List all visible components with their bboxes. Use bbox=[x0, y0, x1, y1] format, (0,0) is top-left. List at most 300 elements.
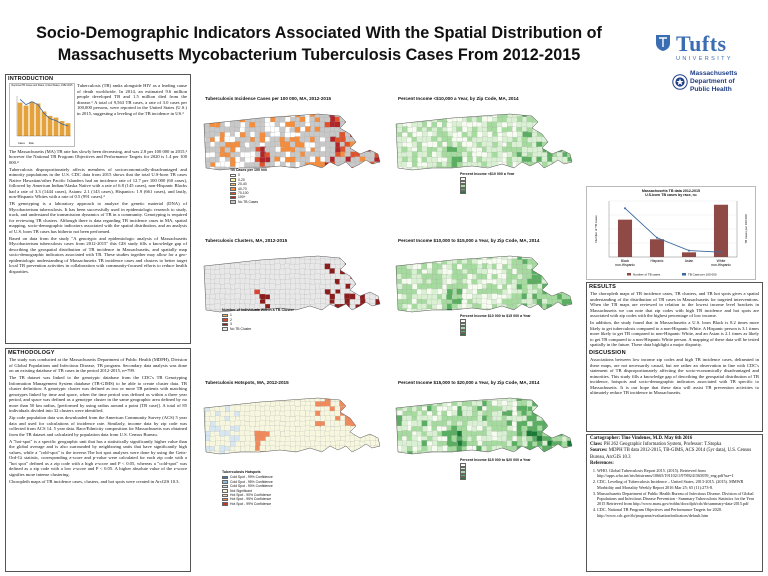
zip-code-area bbox=[270, 455, 276, 461]
zip-code-area bbox=[507, 137, 513, 143]
zip-code-area bbox=[250, 416, 256, 422]
zip-code-area bbox=[517, 416, 523, 422]
zip-code-area bbox=[402, 167, 408, 173]
zip-code-area bbox=[200, 314, 206, 320]
zip-code-area bbox=[356, 410, 362, 416]
zip-code-area bbox=[270, 431, 276, 437]
zip-code-area bbox=[380, 280, 386, 286]
zip-code-area bbox=[537, 411, 543, 417]
us-tb-cases-bar bbox=[36, 103, 41, 136]
zip-code-area bbox=[205, 259, 211, 265]
zip-code-area bbox=[330, 309, 336, 315]
zip-code-area bbox=[532, 157, 538, 163]
zip-code-area bbox=[402, 406, 408, 412]
zip-code-area bbox=[527, 401, 533, 407]
zip-code-area bbox=[537, 131, 543, 137]
zip-code-area bbox=[392, 305, 397, 311]
zip-code-area bbox=[572, 314, 578, 320]
zip-code-area bbox=[200, 446, 205, 452]
legend-title: Number of Individuals Within a TB Cluster bbox=[222, 308, 294, 312]
zip-code-area bbox=[360, 259, 366, 265]
zip-code-area bbox=[380, 436, 386, 442]
zip-code-area bbox=[412, 401, 418, 407]
zip-code-area bbox=[567, 137, 573, 143]
zip-code-area bbox=[240, 162, 246, 168]
zip-code-area bbox=[240, 112, 246, 118]
zip-code-area bbox=[572, 436, 578, 442]
zip-code-area bbox=[305, 152, 311, 158]
zip-code-area bbox=[443, 254, 449, 260]
zip-code-area bbox=[261, 416, 267, 422]
zip-code-area bbox=[557, 122, 563, 128]
zip-code-area bbox=[572, 406, 578, 412]
zip-code-area bbox=[482, 274, 488, 280]
zip-code-area bbox=[310, 451, 316, 457]
zip-code-area bbox=[442, 172, 448, 178]
zip-code-area bbox=[412, 112, 418, 118]
zip-code-area bbox=[392, 167, 397, 173]
zip-code-area bbox=[427, 457, 433, 463]
zip-code-area bbox=[436, 284, 442, 290]
zip-code-area bbox=[407, 254, 413, 260]
zip-code-area bbox=[250, 401, 256, 407]
zip-code-area bbox=[502, 137, 508, 143]
zip-code-area bbox=[315, 122, 321, 128]
zip-code-area bbox=[380, 401, 386, 407]
zip-code-area bbox=[397, 415, 403, 421]
zip-code-area bbox=[542, 415, 548, 421]
zip-code-area bbox=[497, 421, 503, 427]
zip-code-area bbox=[557, 401, 563, 407]
zip-code-area bbox=[325, 313, 331, 319]
zip-code-area bbox=[497, 451, 503, 457]
zip-code-area bbox=[393, 259, 399, 265]
zip-code-area bbox=[402, 425, 408, 431]
zip-code-area bbox=[210, 410, 216, 416]
zip-code-area bbox=[330, 268, 336, 274]
zip-code-area bbox=[290, 456, 296, 462]
zip-code-area bbox=[325, 416, 331, 422]
zip-code-area bbox=[365, 314, 371, 320]
zip-code-area bbox=[290, 121, 296, 127]
zip-code-area bbox=[543, 456, 549, 462]
zip-code-area bbox=[397, 117, 403, 123]
zip-code-area bbox=[320, 456, 326, 462]
legend-label: Cold Spot - 95% Confidence bbox=[230, 479, 273, 484]
zip-code-area bbox=[397, 435, 403, 441]
zip-code-area bbox=[462, 111, 468, 117]
zip-code-area bbox=[452, 314, 458, 320]
zip-code-area bbox=[422, 416, 428, 422]
zip-code-area bbox=[380, 416, 386, 422]
zip-code-area bbox=[211, 457, 217, 463]
zip-code-area bbox=[200, 421, 205, 427]
zip-code-area bbox=[345, 274, 351, 280]
zip-code-area bbox=[324, 411, 330, 417]
zip-code-area bbox=[269, 284, 275, 290]
zip-code-area bbox=[512, 259, 518, 265]
zip-code-area bbox=[397, 440, 403, 446]
map-tb-clusters-legend bbox=[222, 308, 294, 331]
zip-code-area bbox=[392, 137, 397, 143]
zip-code-area bbox=[300, 446, 306, 452]
zip-code-area bbox=[375, 173, 381, 179]
zip-code-area bbox=[360, 451, 366, 457]
zip-code-area bbox=[335, 274, 341, 280]
zip-code-area bbox=[330, 137, 336, 143]
zip-code-area bbox=[422, 254, 428, 260]
zip-code-area bbox=[411, 269, 417, 275]
legend-swatch bbox=[222, 480, 228, 483]
zip-code-area bbox=[467, 274, 473, 280]
zip-code-area bbox=[276, 172, 282, 178]
zip-code-area bbox=[437, 441, 443, 447]
zip-code-area bbox=[375, 289, 381, 295]
zip-code-area bbox=[522, 421, 528, 427]
zip-code-area bbox=[542, 172, 548, 178]
zip-code-area bbox=[507, 451, 513, 457]
zip-code-area bbox=[275, 142, 281, 148]
zip-code-area bbox=[320, 309, 326, 315]
zip-code-area bbox=[522, 137, 528, 143]
zip-code-area bbox=[300, 167, 306, 173]
zip-code-area bbox=[305, 314, 311, 320]
zip-code-area bbox=[462, 396, 468, 402]
zip-code-area bbox=[467, 304, 473, 310]
zip-code-area bbox=[310, 167, 316, 173]
zip-code-area bbox=[299, 416, 305, 422]
zip-code-area bbox=[346, 157, 352, 163]
zip-code-area bbox=[452, 264, 458, 270]
zip-code-area bbox=[280, 437, 286, 443]
zip-code-area bbox=[542, 401, 548, 407]
zip-code-area bbox=[350, 259, 356, 265]
zip-code-area bbox=[482, 269, 488, 275]
race-category-label: White non-Hispanic bbox=[711, 259, 731, 267]
legend-label: 20-40 bbox=[238, 182, 247, 187]
zip-code-area bbox=[492, 401, 498, 407]
zip-code-area bbox=[365, 132, 371, 138]
zip-code-area bbox=[215, 147, 221, 153]
zip-code-area bbox=[572, 431, 578, 437]
zip-code-area bbox=[370, 451, 376, 457]
zip-code-area bbox=[345, 254, 351, 260]
zip-code-area bbox=[397, 259, 403, 265]
zip-code-area bbox=[432, 112, 438, 118]
zip-code-area bbox=[260, 284, 266, 290]
zip-code-area bbox=[355, 270, 361, 276]
legend-swatch bbox=[460, 191, 466, 194]
zip-code-area bbox=[572, 299, 578, 305]
zip-code-area bbox=[320, 142, 326, 148]
zip-code-area bbox=[537, 254, 543, 260]
map-tb-hotspots-title: Tuberculosis Hotspots, MA, 2012-2015 bbox=[205, 380, 289, 385]
zip-code-area bbox=[250, 254, 256, 260]
zip-code-area bbox=[572, 446, 578, 452]
zip-code-area bbox=[477, 269, 483, 275]
zip-code-area bbox=[422, 440, 428, 446]
zip-code-area bbox=[360, 142, 366, 148]
zip-code-area bbox=[370, 309, 376, 315]
zip-code-area bbox=[315, 132, 321, 138]
zip-code-area bbox=[557, 421, 563, 427]
legend-label: 3 bbox=[230, 322, 232, 327]
zip-code-area bbox=[532, 284, 538, 290]
sources-value: MDPH TB data 2012-2015, TB-GIMS, ACS 2014 (5yr data), U.S. Census Bureau, ArcGIS 10.3 bbox=[590, 448, 752, 460]
zip-code-area bbox=[412, 314, 418, 320]
zip-code-area bbox=[572, 152, 578, 158]
zip-code-area bbox=[340, 137, 346, 143]
zip-code-area bbox=[365, 258, 371, 264]
zip-code-area bbox=[517, 268, 523, 274]
race-cases-bar bbox=[682, 252, 696, 257]
zip-code-area bbox=[329, 430, 335, 436]
zip-code-area bbox=[437, 172, 443, 178]
zip-code-area bbox=[370, 401, 376, 407]
zip-code-area bbox=[300, 264, 306, 270]
zip-code-area bbox=[340, 308, 346, 314]
zip-code-area bbox=[365, 422, 371, 428]
us-tb-trend-chart bbox=[9, 83, 75, 147]
legend-item bbox=[460, 191, 514, 194]
zip-code-area bbox=[299, 122, 305, 128]
zip-code-area bbox=[496, 264, 502, 270]
zip-code-area bbox=[572, 290, 578, 296]
zip-code-area bbox=[452, 416, 458, 422]
zip-code-area bbox=[210, 112, 216, 118]
sources-label: Sources: bbox=[590, 448, 608, 454]
zip-code-area bbox=[432, 430, 438, 436]
zip-code-area bbox=[265, 426, 271, 432]
zip-code-area bbox=[260, 441, 266, 447]
zip-code-area bbox=[407, 446, 413, 452]
zip-code-area bbox=[210, 172, 216, 178]
zip-code-area bbox=[552, 279, 558, 285]
zip-code-area bbox=[481, 299, 487, 305]
zip-code-area bbox=[457, 411, 463, 417]
zip-code-area bbox=[250, 411, 256, 417]
zip-code-area bbox=[320, 172, 326, 178]
zip-code-area bbox=[567, 122, 573, 128]
zip-code-area bbox=[552, 172, 558, 178]
zip-code-area bbox=[532, 309, 538, 315]
zip-code-area bbox=[380, 127, 386, 133]
zip-code-area bbox=[432, 254, 438, 260]
zip-code-area bbox=[380, 309, 386, 315]
zip-code-area bbox=[245, 456, 251, 462]
zip-code-area bbox=[417, 426, 423, 432]
zip-code-area bbox=[457, 269, 463, 275]
zip-code-area bbox=[280, 166, 286, 172]
zip-code-area bbox=[496, 299, 502, 305]
zip-code-area bbox=[220, 421, 226, 427]
zip-code-area bbox=[294, 264, 300, 270]
zip-code-area bbox=[230, 436, 236, 442]
legend-swatch bbox=[230, 200, 236, 203]
zip-code-area bbox=[210, 147, 216, 153]
results-discussion-section bbox=[586, 282, 763, 432]
zip-code-area bbox=[315, 264, 321, 270]
legend-label: 0 bbox=[238, 173, 240, 178]
zip-code-area bbox=[402, 117, 408, 123]
zip-code-area bbox=[436, 167, 442, 173]
zip-code-area bbox=[542, 309, 548, 315]
zip-code-area bbox=[436, 152, 442, 158]
zip-code-area bbox=[295, 304, 301, 310]
zip-code-area bbox=[345, 299, 351, 305]
zip-code-area bbox=[255, 132, 261, 138]
zip-code-area bbox=[380, 275, 386, 281]
zip-code-area bbox=[360, 304, 366, 310]
zip-code-area bbox=[432, 295, 438, 301]
zip-code-area bbox=[417, 313, 423, 319]
zip-code-area bbox=[447, 430, 453, 436]
zip-code-area bbox=[392, 452, 397, 458]
zip-code-area bbox=[532, 451, 538, 457]
zip-code-area bbox=[355, 446, 361, 452]
legend-swatch bbox=[222, 485, 228, 488]
zip-code-area bbox=[350, 411, 356, 417]
zip-code-area bbox=[527, 451, 533, 457]
zip-code-area bbox=[225, 431, 231, 437]
zip-code-area bbox=[290, 298, 296, 304]
zip-code-area bbox=[573, 284, 578, 290]
zip-code-area bbox=[417, 254, 423, 260]
zip-code-area bbox=[295, 127, 301, 133]
zip-code-area bbox=[552, 132, 558, 138]
zip-code-area bbox=[467, 157, 473, 163]
zip-code-area bbox=[522, 264, 528, 270]
zip-code-area bbox=[359, 131, 365, 137]
zip-code-area bbox=[270, 452, 276, 458]
zip-code-area bbox=[407, 401, 413, 407]
zip-code-area bbox=[407, 456, 413, 462]
zip-code-area bbox=[295, 421, 301, 427]
zip-code-area bbox=[417, 279, 423, 285]
zip-code-area bbox=[476, 254, 482, 260]
zip-code-area bbox=[407, 258, 413, 264]
legend-title: TB Cases per 100 000 bbox=[230, 168, 267, 172]
zip-code-area bbox=[567, 117, 573, 123]
zip-code-area bbox=[360, 157, 366, 163]
zip-code-area bbox=[330, 416, 336, 422]
zip-code-area bbox=[260, 137, 266, 143]
zip-code-area bbox=[572, 132, 578, 138]
zip-code-area bbox=[355, 127, 361, 133]
zip-code-area bbox=[407, 416, 413, 422]
zip-code-area bbox=[412, 304, 418, 310]
zip-code-area bbox=[472, 406, 478, 412]
zip-code-area bbox=[380, 269, 386, 275]
zip-code-area bbox=[359, 147, 365, 153]
zip-code-area bbox=[316, 172, 322, 178]
zip-code-area bbox=[397, 401, 403, 407]
zip-code-area bbox=[567, 127, 573, 133]
zip-code-area bbox=[314, 396, 320, 402]
class-value: PH 262 Geographic Information System, Professor: T.Stopka bbox=[603, 442, 722, 448]
zip-code-area bbox=[552, 314, 558, 320]
zip-code-area bbox=[432, 263, 438, 269]
zip-code-area bbox=[230, 405, 236, 411]
zip-code-area bbox=[235, 112, 241, 118]
zip-code-area bbox=[552, 127, 558, 133]
zip-code-area bbox=[557, 112, 563, 118]
zip-code-area bbox=[380, 411, 386, 417]
zip-code-area bbox=[235, 420, 241, 426]
zip-code-area bbox=[412, 412, 418, 418]
zip-code-area bbox=[375, 411, 381, 417]
zip-code-area bbox=[537, 294, 543, 300]
zip-code-area bbox=[557, 284, 563, 290]
zip-code-area bbox=[412, 441, 418, 447]
zip-code-area bbox=[567, 427, 573, 433]
zip-code-area bbox=[552, 309, 558, 315]
zip-code-area bbox=[375, 255, 381, 261]
race-chart-plot bbox=[587, 197, 757, 281]
zip-code-area bbox=[563, 132, 569, 138]
zip-code-area bbox=[421, 451, 427, 457]
zip-code-area bbox=[380, 289, 386, 295]
zip-code-area bbox=[380, 447, 386, 453]
zip-code-area bbox=[305, 441, 311, 447]
zip-code-area bbox=[350, 406, 356, 412]
zip-code-area bbox=[200, 113, 206, 119]
zip-code-area bbox=[304, 142, 310, 148]
zip-code-area bbox=[375, 396, 381, 402]
zip-code-area bbox=[422, 152, 428, 158]
zip-code-area bbox=[239, 436, 245, 442]
reference-item: 3. Massachusetts Department of Public Health Bureau of Infectious Disease. Division of Global Populations and Infectious Disease Prevention - Summary Tuberculosis Statistics for the Year 2015 Retrieved from http://www.mass.gov/eohhs/docs/dph/cdc/tb/summary-data-2015.pdf bbox=[597, 491, 759, 507]
zip-code-area bbox=[200, 401, 206, 407]
zip-code-area bbox=[572, 401, 578, 407]
zip-code-area bbox=[482, 142, 488, 148]
zip-code-area bbox=[552, 274, 558, 280]
zip-code-area bbox=[355, 260, 361, 266]
zip-code-area bbox=[360, 173, 366, 179]
zip-code-area bbox=[315, 431, 321, 437]
zip-code-area bbox=[215, 112, 221, 118]
zip-code-area bbox=[341, 172, 347, 178]
zip-code-area bbox=[295, 411, 301, 417]
zip-code-area bbox=[350, 113, 356, 119]
class-label: Class: bbox=[590, 442, 603, 448]
zip-code-area bbox=[260, 426, 266, 432]
zip-code-area bbox=[453, 132, 459, 138]
legend-label: Hot Spot - 95% Confidence bbox=[230, 497, 272, 502]
zip-code-area bbox=[375, 259, 381, 265]
zip-code-area bbox=[200, 441, 206, 447]
zip-code-area bbox=[340, 456, 346, 462]
zip-code-area bbox=[375, 112, 381, 118]
zip-code-area bbox=[432, 446, 438, 452]
zip-code-area bbox=[360, 309, 366, 315]
zip-code-area bbox=[512, 294, 518, 300]
zip-code-area bbox=[527, 117, 533, 123]
zip-code-area bbox=[200, 259, 205, 265]
zip-code-area bbox=[360, 416, 366, 422]
zip-code-area bbox=[250, 457, 256, 463]
race-rate-point bbox=[624, 207, 626, 209]
zip-code-area bbox=[412, 151, 418, 157]
zip-code-area bbox=[422, 157, 428, 163]
zip-code-area bbox=[220, 117, 226, 123]
zip-code-area bbox=[497, 151, 503, 157]
zip-code-area bbox=[421, 264, 427, 270]
zip-code-area bbox=[392, 117, 398, 123]
zip-code-area bbox=[467, 411, 473, 417]
zip-code-area bbox=[360, 264, 366, 270]
zip-code-area bbox=[462, 121, 468, 127]
